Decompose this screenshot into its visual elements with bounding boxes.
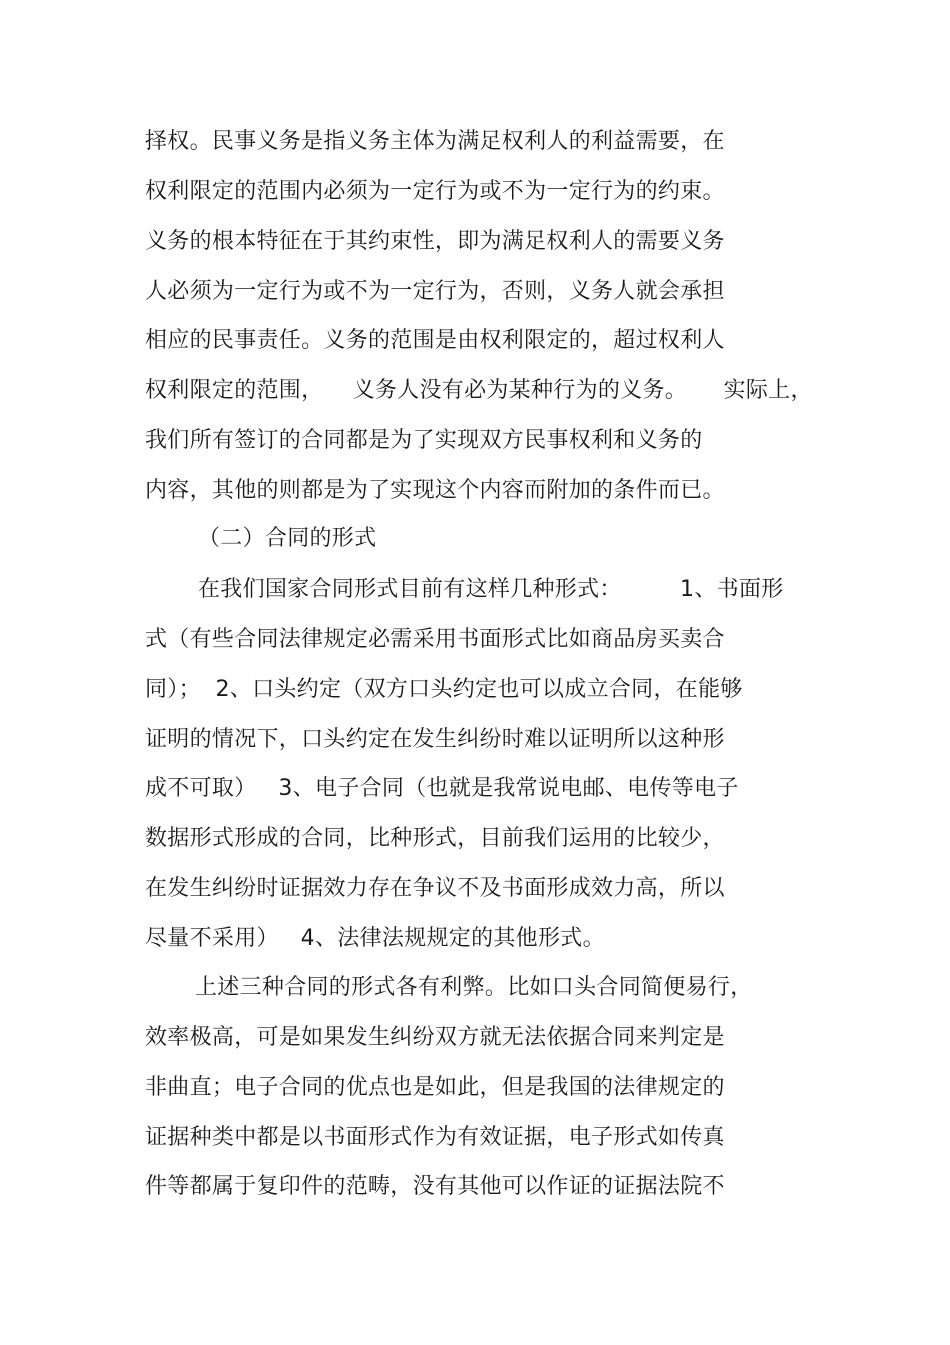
text-line: 数据形式形成的合同，比种形式，目前我们运用的比较少， xyxy=(145,826,725,851)
text-line: 件等都属于复印件的范畴，没有其他可以作证的证据法院不 xyxy=(145,1174,725,1199)
text-line: 证明的情况下，口头约定在发生纠纷时难以证明所以这种形 xyxy=(145,727,725,752)
text-line: 尽量不采用） 4、法律法规规定的其他形式。 xyxy=(145,926,605,951)
text-line: 义务的根本特征在于其约束性，即为满足权利人的需要义务 xyxy=(145,229,725,254)
text-line: 在发生纠纷时证据效力存在争议不及书面形成效力高，所以 xyxy=(145,876,725,901)
text-line: 在我们国家合同形式目前有这样几种形式： 1、书面形 xyxy=(198,577,784,602)
text-line: 权利限定的范围， 义务人没有必为某种行为的义务。 实际上， xyxy=(145,378,813,403)
text-line: 择权。民事义务是指义务主体为满足权利人的利益需要，在 xyxy=(145,129,725,154)
text-line: 内容，其他的则都是为了实现这个内容而附加的条件而已。 xyxy=(145,478,725,503)
text-line: 效率极高，可是如果发生纠纷双方就无法依据合同来判定是 xyxy=(145,1025,725,1050)
text-line: 相应的民事责任。义务的范围是由权利限定的，超过权利人 xyxy=(145,328,725,353)
text-line: 上述三种合同的形式各有利弊。比如口头合同简便易行， xyxy=(195,975,753,1000)
text-line: 权利限定的范围内必须为一定行为或不为一定行为的约束。 xyxy=(145,179,725,204)
text-line: 人必须为一定行为或不为一定行为，否则，义务人就会承担 xyxy=(145,279,725,304)
text-line: 成不可取） 3、电子合同（也就是我常说电邮、电传等电子 xyxy=(145,776,739,801)
text-line: 我们所有签订的合同都是为了实现双方民事权利和义务的 xyxy=(145,428,703,453)
text-line: 非曲直；电子合同的优点也是如此，但是我国的法律规定的 xyxy=(145,1075,725,1100)
text-line: 同）； 2、口头约定（双方口头约定也可以成立合同，在能够 xyxy=(145,677,743,702)
section-heading: （二）合同的形式 xyxy=(198,526,377,551)
text-line: 式（有些合同法律规定必需采用书面形式比如商品房买卖合 xyxy=(145,627,725,652)
text-line: 证据种类中都是以书面形式作为有效证据，电子形式如传真 xyxy=(145,1125,725,1150)
